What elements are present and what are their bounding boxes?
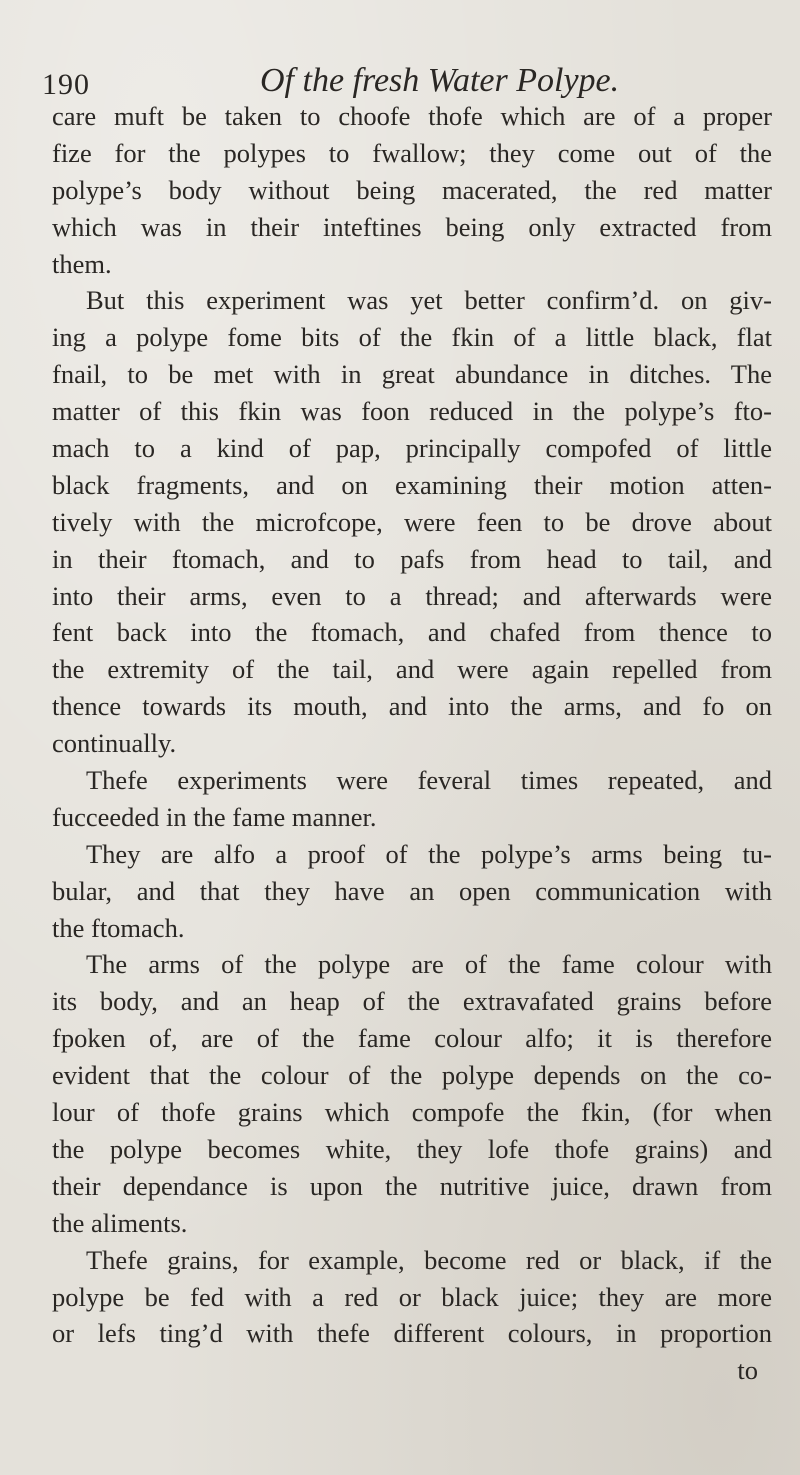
text-line: which was in their inteftines being only extracted from [52,211,772,242]
text-line: Thefe experiments were feveral times repeated, and [86,765,772,796]
text-line: bular, and that they have an open communication with [52,875,772,906]
text-line: care muft be taken to choofe thofe which are of a proper [52,101,772,131]
text-line: polype be fed with a red or black juice; they are more [52,1281,772,1312]
text-line: mach to a kind of pap, principally compofed of little [52,433,772,464]
text-line: the extremity of the tail, and were again repelled from [52,654,772,685]
text-line: The arms of the polype are of the fame colour with [86,949,772,980]
text-line: fnail, to be met with in great abundance in ditches. The [52,359,772,390]
text-line: the aliments. [52,1207,188,1238]
text-line: They are alfo a proof of the polype’s arms being tu- [86,838,772,869]
text-line: thence towards its mouth, and into the arms, and fo on [52,691,772,722]
text-line: fent back into the ftomach, and chafed from thence to [52,617,772,648]
text-line: its body, and an heap of the extravafated grains before [52,986,772,1017]
text-line: Thefe grains, for example, become red or black, if the [86,1244,772,1275]
text-line: their dependance is upon the nutritive juice, drawn from [52,1170,772,1201]
text-line: But this experiment was yet better confirm’d. on giv- [86,285,772,316]
text-line: black fragments, and on examining their motion atten- [52,469,772,500]
page-number: 190 [42,68,90,101]
text-line: tively with the microfcope, were feen to be drove about [52,506,772,537]
text-line: lour of thofe grains which compofe the fkin, (for when [52,1097,772,1128]
text-line: fize for the polypes to fwallow; they come out of the [52,137,772,168]
body-text [52,98,772,1389]
text-line: them. [52,248,112,279]
text-line: polype’s body without being macerated, the red matter [52,174,772,205]
text-line: in their ftomach, and to pafs from head to tail, and [52,543,772,574]
text-line: ing a polype fome bits of the fkin of a little black, flat [52,322,772,353]
running-title: Of the fresh Water Polype. [260,62,620,99]
text-line: evident that the colour of the polype depends on the co- [52,1060,772,1091]
text-line: continually. [52,728,177,759]
catchword: to [737,1355,758,1386]
text-line: fucceeded in the fame manner. [52,801,377,832]
text-line: into their arms, even to a thread; and afterwards were [52,580,772,611]
text-line: matter of this fkin was foon reduced in the polype’s fto- [52,396,772,427]
text-line: the ftomach. [52,912,185,943]
text-line: the polype becomes white, they lofe thofe grains) and [52,1133,772,1164]
text-line: fpoken of, are of the fame colour alfo; it is therefore [52,1023,772,1054]
text-line: or lefs ting’d with thefe different colours, in proportion [52,1318,772,1349]
